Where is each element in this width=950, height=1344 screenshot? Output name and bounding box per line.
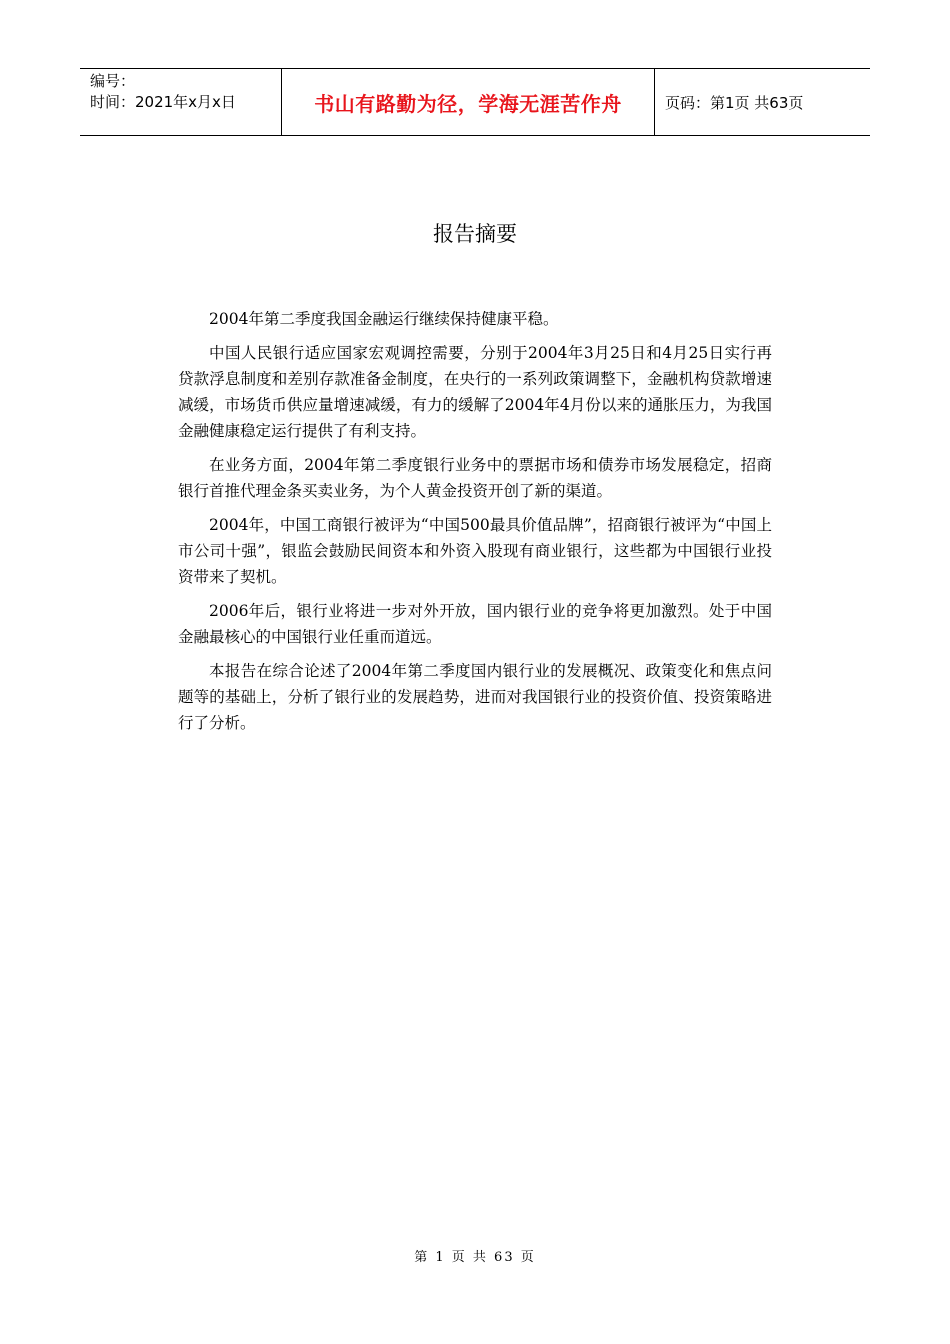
paragraph: 本报告在综合论述了2004年第二季度国内银行业的发展概况、政策变化和焦点问题等的基础上，分析了银行业的发展趋势，进而对我国银行业的投资价值、投资策略进行了分析。 — [178, 662, 772, 732]
paragraph: 2006年后，银行业将进一步对外开放，国内银行业的竞争将更加激烈。处于中国金融最核心的中国银行业任重而道远。 — [178, 602, 772, 646]
time-label: 时间：2021年x月x日 — [90, 93, 236, 111]
motto-text: 书山有路勤为径，学海无涯苦作舟 — [314, 91, 622, 116]
header-table — [80, 68, 870, 136]
paragraph: 2004年，中国工商银行被评为“中国500最具价值品牌”，招商银行被评为“中国上市公司十强”，银监会鼓励民间资本和外资入股现有商业银行，这些都为中国银行业投资带来了契机。 — [178, 516, 772, 586]
paragraph: 2004年第二季度我国金融运行继续保持健康平稳。 — [209, 310, 559, 328]
header-motto-cell — [281, 69, 655, 135]
page-footer: 第 1 页 共 63 页 — [414, 1250, 536, 1265]
paragraph: 在业务方面，2004年第二季度银行业务中的票据市场和债券市场发展稳定，招商银行首推代理金条买卖业务，为个人黄金投资开创了新的渠道。 — [178, 456, 772, 500]
document-body — [178, 306, 772, 744]
header-page-cell — [655, 69, 870, 135]
page-info: 页码：第1页 共63页 — [665, 93, 804, 112]
serial-label: 编号： — [90, 72, 136, 90]
paragraph: 中国人民银行适应国家宏观调控需要，分别于2004年3月25日和4月25日实行再贷款浮息制度和差别存款准备金制度，在央行的一系列政策调整下，金融机构贷款增速减缓，市场货币供应量增速减缓，有力的缓解了2004年4月份以来的通胀压力，为我国金融健康稳定运行提供了有利支持。 — [178, 344, 772, 440]
header-meta-cell — [80, 69, 281, 135]
document-title: 报告摘要 — [433, 222, 517, 246]
